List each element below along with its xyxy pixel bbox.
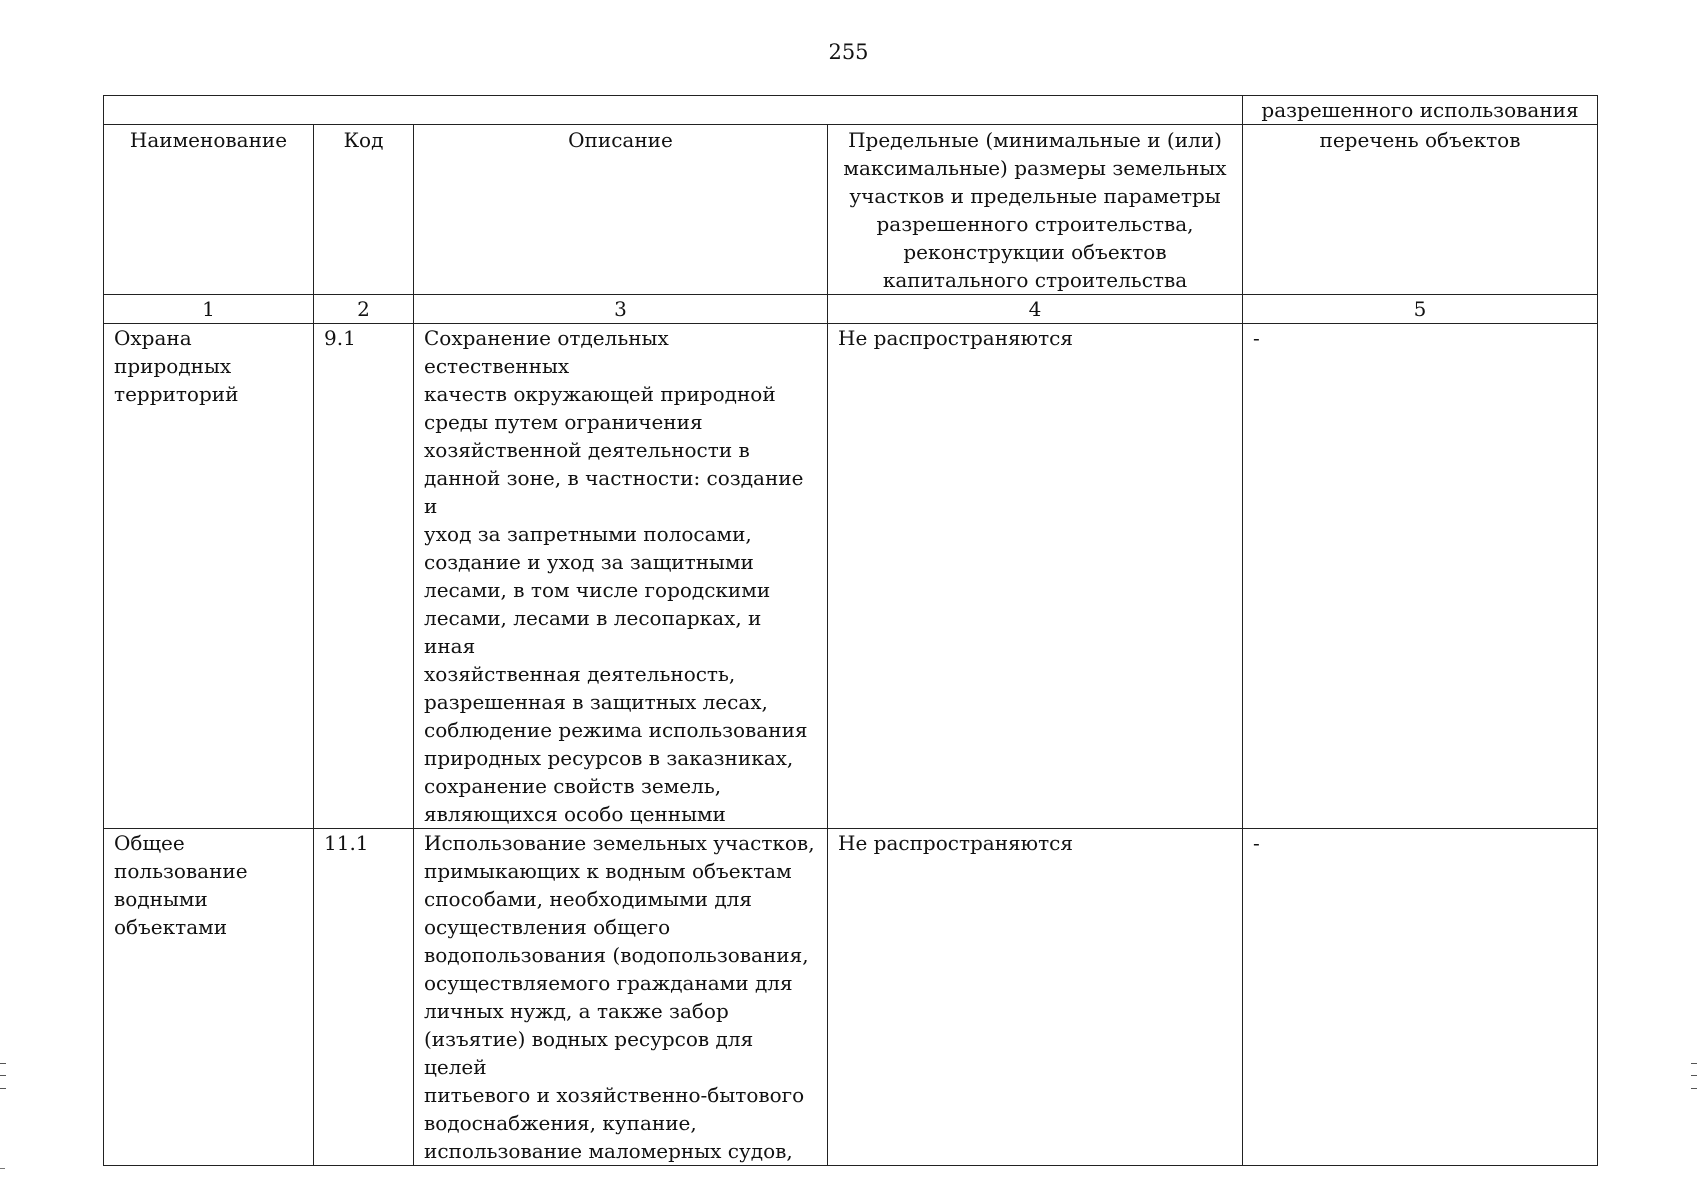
header-description: Описание [414, 125, 828, 295]
row-code: 11.1 [314, 829, 414, 1166]
row-limits: Не распространяются [828, 324, 1243, 829]
top-strip-text: разрешенного использования [1243, 96, 1598, 125]
row-limits: Не распространяются [828, 829, 1243, 1166]
table-row [104, 829, 1598, 1166]
column-number: 5 [1243, 295, 1598, 324]
land-use-table [103, 95, 1598, 1166]
row-name-cell [104, 829, 314, 1166]
table-top-strip [104, 96, 1598, 125]
top-strip-blank [104, 96, 1243, 125]
table-row [104, 324, 1598, 829]
header-code: Код [314, 125, 414, 295]
header-limits-text: Предельные (минимальные и (или) максимальные) размеры земельных участков и предельные параметры разрешенного строительства, реконструкции объектов капитального строительства [843, 128, 1227, 292]
page-number: 255 [828, 40, 869, 64]
scan-edge-marks-left [0, 1063, 6, 1089]
column-number: 1 [104, 295, 314, 324]
header-objects: перечень объектов [1243, 125, 1598, 295]
scan-edge-marks-right [1691, 1063, 1697, 1089]
header-limits [828, 125, 1243, 295]
row-objects: - [1243, 829, 1598, 1166]
row-description: Сохранение отдельных естественных качеств окружающей природной среды путем ограничения хозяйственной деятельности в данной зоне, в частности: создание и уход за запретными полосами, создание и уход за защитными лесами, в том числе городскими лесами, лесами в лесопарках, и иная хозяйственная деятельность, разрешенная в защитных лесах, соблюдение режима использования природных ресурсов в заказниках, сохранение свойств земель, являющихся особо ценными [424, 326, 808, 826]
scan-edge-tick [0, 1168, 5, 1169]
row-description: Использование земельных участков, примыкающих к водным объектам способами, необходимыми для осуществления общего водопользования (водопользования, осуществляемого гражданами для личных нужд, а также забор (изъятие) водных ресурсов для целей питьевого и хозяйственно-бытового водоснабжения, купание, использование маломерных судов, [424, 831, 815, 1163]
row-objects: - [1243, 324, 1598, 829]
column-number-row [104, 295, 1598, 324]
column-number: 2 [314, 295, 414, 324]
row-name-cell [104, 324, 314, 829]
row-description-cell [414, 324, 828, 829]
row-name: Охрана природных территорий [114, 326, 239, 406]
header-name: Наименование [104, 125, 314, 295]
row-description-cell [414, 829, 828, 1166]
row-code: 9.1 [314, 324, 414, 829]
column-number: 3 [414, 295, 828, 324]
table-header-row [104, 125, 1598, 295]
column-number: 4 [828, 295, 1243, 324]
row-name: Общее пользование водными объектами [114, 831, 248, 939]
